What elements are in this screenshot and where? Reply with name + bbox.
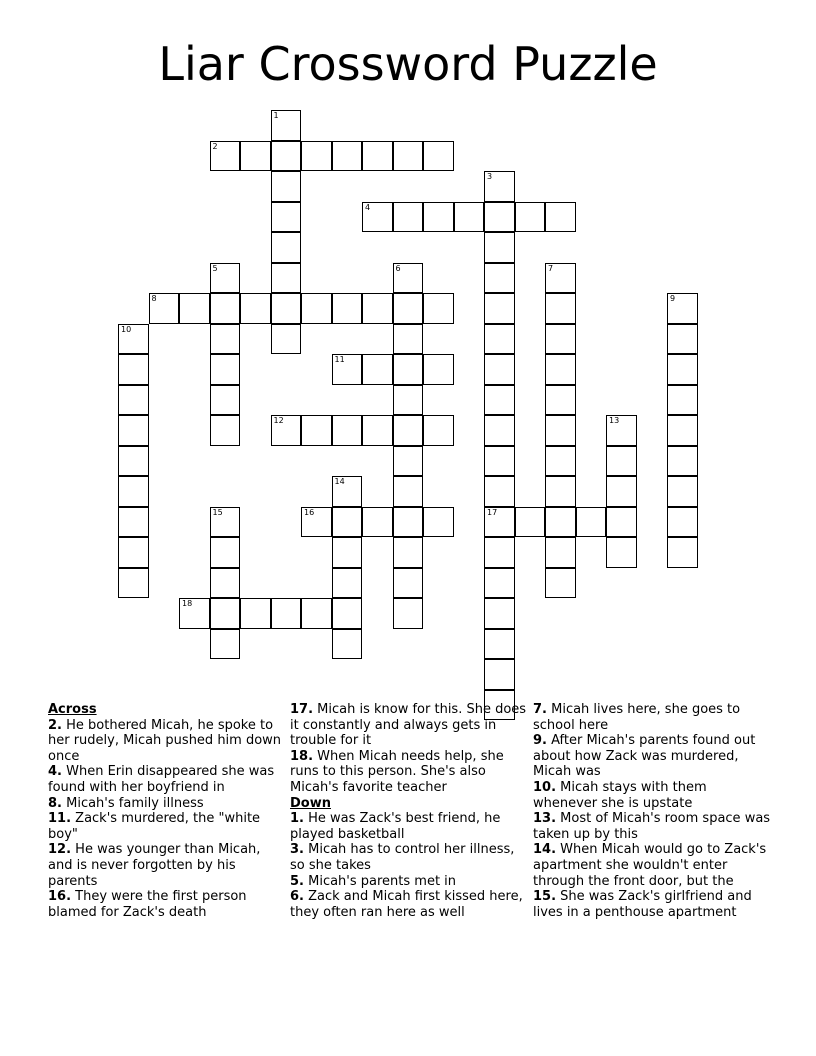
clue-number: 10. [533,779,557,795]
grid-cell[interactable] [423,415,454,446]
grid-cell[interactable] [545,324,576,355]
grid-cell[interactable] [393,598,424,629]
clue-number: 17. [290,702,314,717]
grid-cell[interactable] [301,598,332,629]
grid-cell[interactable] [515,507,546,538]
clue-item [48,796,288,812]
grid-cell[interactable] [210,293,241,324]
clue-number: 12. [48,842,72,858]
grid-cell[interactable] [393,568,424,599]
cell-number: 3 [487,172,493,181]
grid-cell[interactable] [210,263,241,294]
grid-cell[interactable] [576,507,607,538]
cell-number: 12 [273,416,284,425]
cell-number: 6 [395,263,401,273]
grid-cell[interactable] [332,598,363,629]
clue-text: When Micah would go to Zack's apartment she wouldn't enter through the front door, but the [533,842,767,889]
grid-cell[interactable] [332,415,363,446]
grid-cell[interactable] [484,537,515,568]
clue-text: Micah's family illness [61,795,204,811]
grid-cell[interactable] [606,476,637,507]
cell-number: 18 [182,599,193,608]
grid-cell[interactable] [484,598,515,629]
clues-column-1 [48,702,288,920]
clue-item [533,889,773,920]
grid-cell[interactable] [332,476,363,507]
grid-cell[interactable] [210,141,241,172]
grid-cell[interactable] [484,568,515,599]
clue-number: 3. [290,842,304,858]
grid-cell[interactable] [240,293,271,324]
clue-number: 15. [533,889,557,905]
grid-cell[interactable] [667,446,698,477]
grid-cell[interactable] [271,324,302,355]
clue-item [48,889,288,920]
clue-number: 13. [533,811,557,827]
clue-text: He bothered Micah, he spoke to her rudely, Micah pushed him down once [48,717,282,764]
clue-item [290,842,530,873]
across-heading: Across [48,702,97,717]
grid-cell[interactable] [484,263,515,294]
grid-cell[interactable] [301,415,332,446]
grid-cell[interactable] [271,232,302,263]
grid-cell[interactable] [118,507,149,538]
clue-item [290,874,530,890]
grid-cell[interactable] [332,293,363,324]
grid-cell[interactable] [545,446,576,477]
grid-cell[interactable] [484,629,515,660]
clue-text: Zack and Micah first kissed here, they often ran here as well [290,889,523,920]
grid-cell[interactable] [210,598,241,629]
across-clue-list [48,718,288,921]
clue-text: Most of Micah's room space was taken up by this [533,811,771,842]
grid-cell[interactable] [118,354,149,385]
grid-cell[interactable] [545,537,576,568]
grid-cell[interactable] [271,598,302,629]
clue-text: Micah stays with them whenever she is upstate [533,779,707,811]
clue-text: After Micah's parents found out about how Zack was murdered, Micah was [533,733,756,780]
grid-cell[interactable] [667,293,698,324]
grid-cell[interactable] [332,354,363,385]
grid-cell[interactable] [271,141,302,172]
cell-number: 15 [212,507,223,517]
grid-cell[interactable] [667,385,698,416]
grid-cell[interactable] [484,232,515,263]
grid-cell[interactable] [545,415,576,446]
grid-cell[interactable] [149,293,180,324]
grid-cell[interactable] [332,629,363,660]
cell-number: 4 [365,202,371,212]
page-title: Liar Crossword Puzzle [158,37,658,91]
grid-cell[interactable] [484,293,515,324]
clue-item [533,842,773,889]
clue-item [533,702,773,733]
grid-cell[interactable] [118,537,149,568]
cell-number: 7 [548,263,554,273]
grid-cell[interactable] [362,293,393,324]
clue-text: Zack's murdered, the "white boy" [48,811,261,842]
grid-cell[interactable] [210,629,241,660]
grid-cell[interactable] [271,202,302,233]
grid-cell[interactable] [423,354,454,385]
clue-number: 11. [48,811,72,827]
across-clue-list-continued [290,702,530,796]
grid-cell[interactable] [393,324,424,355]
grid-cell[interactable] [393,263,424,294]
grid-cell[interactable] [606,415,637,446]
grid-cell[interactable] [362,415,393,446]
grid-cell[interactable] [484,354,515,385]
grid-cell[interactable] [210,415,241,446]
cell-number: 10 [121,324,132,334]
grid-cell[interactable] [606,446,637,477]
grid-cell[interactable] [484,171,515,202]
grid-cell[interactable] [362,507,393,538]
clue-item [533,780,773,811]
grid-cell[interactable] [667,354,698,385]
grid-cell[interactable] [362,202,393,233]
clue-item [48,842,288,889]
clue-number: 6. [290,889,304,905]
grid-cell[interactable] [484,202,515,233]
grid-cell[interactable] [210,507,241,538]
clue-text: Micah lives here, she goes to school here [533,702,741,733]
grid-cell[interactable] [301,141,332,172]
cell-number: 9 [670,294,676,303]
clue-number: 1. [290,811,304,827]
clues-column-2 [290,702,530,920]
clue-number: 2. [48,717,62,733]
grid-cell[interactable] [393,507,424,538]
clue-item [48,718,288,765]
grid-cell[interactable] [667,324,698,355]
clue-item [290,889,530,920]
grid-cell[interactable] [118,476,149,507]
grid-cell[interactable] [515,202,546,233]
clue-item [533,811,773,842]
grid-cell[interactable] [423,293,454,324]
grid-cell[interactable] [667,537,698,568]
clue-text: She was Zack's girlfriend and lives in a penthouse apartment [533,889,752,920]
grid-cell[interactable] [393,293,424,324]
grid-cell[interactable] [423,507,454,538]
clue-text: He was Zack's best friend, he played basketball [290,811,501,842]
cell-number: 2 [212,141,218,151]
grid-cell[interactable] [484,385,515,416]
grid-cell[interactable] [454,202,485,233]
clue-number: 8. [48,795,62,811]
grid-cell[interactable] [118,568,149,599]
grid-cell[interactable] [606,537,637,568]
grid-cell[interactable] [667,476,698,507]
clue-text: They were the first person blamed for Zack's death [48,889,247,920]
clue-item [533,733,773,780]
grid-cell[interactable] [606,507,637,538]
grid-cell[interactable] [118,324,149,355]
clue-text: When Micah needs help, she runs to this person. She's also Micah's favorite teacher [290,748,504,795]
grid-cell[interactable] [393,446,424,477]
grid-cell[interactable] [362,354,393,385]
grid-cell[interactable] [545,202,576,233]
grid-cell[interactable] [484,507,515,538]
cell-number: 11 [334,355,345,364]
clue-text: He was younger than Micah, and is never forgotten by his parents [48,842,261,889]
grid-cell[interactable] [271,263,302,294]
grid-cell[interactable] [118,385,149,416]
grid-cell[interactable] [393,385,424,416]
clue-item [290,749,530,796]
grid-cell[interactable] [667,507,698,538]
grid-cell[interactable] [484,476,515,507]
grid-cell[interactable] [545,385,576,416]
grid-cell[interactable] [179,598,210,629]
cell-number: 14 [334,477,345,486]
clue-number: 7. [533,702,547,717]
clue-number: 9. [533,733,547,749]
clue-number: 16. [48,889,72,905]
grid-cell[interactable] [332,537,363,568]
grid-cell[interactable] [393,141,424,172]
grid-cell[interactable] [545,354,576,385]
grid-cell[interactable] [393,354,424,385]
grid-cell[interactable] [484,324,515,355]
clue-number: 5. [290,873,304,889]
cell-number: 17 [487,507,498,517]
clue-text: Micah has to control her illness, so she takes [290,842,515,873]
grid-cell[interactable] [240,598,271,629]
grid-cell[interactable] [332,141,363,172]
grid-cell[interactable] [179,293,210,324]
clue-text: Micah's parents met in [303,873,457,889]
grid-cell[interactable] [301,507,332,538]
grid-cell[interactable] [210,324,241,355]
cell-number: 1 [273,111,279,120]
down-clue-list [290,811,530,920]
clues-column-3 [533,702,773,920]
grid-cell[interactable] [210,568,241,599]
grid-cell[interactable] [118,415,149,446]
down-heading: Down [290,795,331,811]
clue-number: 18. [290,748,314,764]
grid-cell[interactable] [484,446,515,477]
grid-cell[interactable] [545,263,576,294]
grid-cell[interactable] [484,659,515,690]
grid-cell[interactable] [240,141,271,172]
grid-cell[interactable] [667,415,698,446]
grid-cell[interactable] [423,141,454,172]
grid-cell[interactable] [271,110,302,141]
grid-cell[interactable] [332,507,363,538]
grid-cell[interactable] [118,446,149,477]
grid-cell[interactable] [545,476,576,507]
grid-cell[interactable] [545,507,576,538]
cell-number: 8 [151,294,157,303]
grid-cell[interactable] [393,537,424,568]
clue-item [290,811,530,842]
down-clue-list-continued [533,702,773,920]
grid-cell[interactable] [545,293,576,324]
grid-cell[interactable] [210,537,241,568]
clue-text: When Erin disappeared she was found with her boyfriend in [48,764,275,795]
grid-cell[interactable] [271,171,302,202]
cell-number: 16 [304,507,315,517]
grid-cell[interactable] [301,293,332,324]
grid-cell[interactable] [210,354,241,385]
grid-cell[interactable] [393,476,424,507]
grid-cell[interactable] [423,202,454,233]
grid-cell[interactable] [545,568,576,599]
grid-cell[interactable] [484,415,515,446]
grid-cell[interactable] [210,385,241,416]
clue-number: 4. [48,764,62,780]
clue-text: Micah is know for this. She does it constantly and always gets in trouble for it [290,702,527,749]
cell-number: 13 [609,416,620,425]
clue-item [48,764,288,795]
clue-item [48,811,288,842]
cell-number: 5 [212,263,218,273]
grid-cell[interactable] [362,141,393,172]
clue-item [290,702,530,749]
grid-cell[interactable] [271,293,302,324]
grid-cell[interactable] [271,415,302,446]
clue-number: 14. [533,842,557,858]
grid-cell[interactable] [393,415,424,446]
grid-cell[interactable] [393,202,424,233]
grid-cell[interactable] [332,568,363,599]
